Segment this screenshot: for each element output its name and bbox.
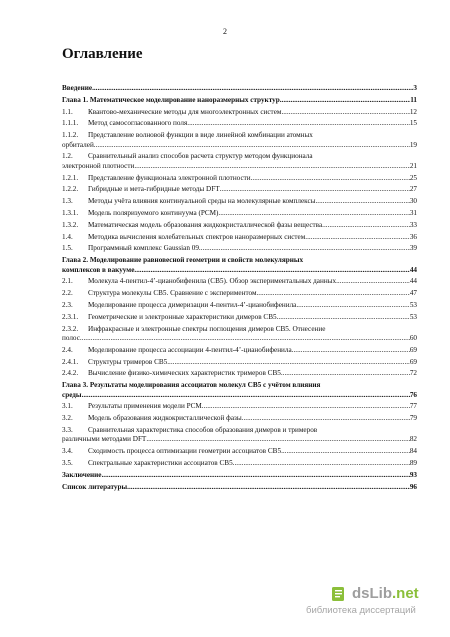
toc-entry-number: 1.2.1. xyxy=(62,173,79,182)
toc-leader-dots xyxy=(82,391,410,400)
toc-entry-text: Методика вычисления колебательных спектров наноразмерных систем xyxy=(88,232,306,241)
toc-entry-page: 19 xyxy=(409,140,417,149)
toc-entry-number: 1.2.2. xyxy=(62,185,79,194)
toc-entry-text: Список литературы xyxy=(62,482,128,491)
toc-leader-dots xyxy=(146,435,409,444)
toc-leader-dots xyxy=(187,119,410,128)
toc-entry-text: Математическая модель образования жидкокристаллической фазы вещества xyxy=(88,220,323,229)
toc-entry xyxy=(62,301,417,310)
toc-entry xyxy=(62,108,417,117)
toc-entry-page: 12 xyxy=(409,107,417,116)
toc-leader-dots xyxy=(233,459,410,468)
toc-entry-text: Структуры тримеров CB5 xyxy=(88,357,168,366)
toc-entry xyxy=(62,459,417,468)
toc-entry-number: 2.2. xyxy=(62,289,73,298)
toc-entry-number: 2.4. xyxy=(62,345,73,354)
toc-entry-text: Инфракрасные и электронные спектры поглощения димеров CB5. Отнесение xyxy=(88,324,326,333)
toc-entry-page: 53 xyxy=(409,300,417,309)
toc-entry-page: 39 xyxy=(409,244,417,253)
toc-entry-number: 1.3. xyxy=(62,197,73,206)
toc-entry-text: Сравнительная характеристика способов образования димеров и тримеров xyxy=(88,425,318,434)
toc-entry-text: Представление функционала электронной плотности xyxy=(88,173,251,182)
toc-leader-dots xyxy=(296,301,409,310)
toc-entry-page: 30 xyxy=(409,197,417,206)
toc-entry xyxy=(62,256,417,275)
toc-leader-dots xyxy=(336,277,410,286)
toc-entry-text: Представление волновой функции в виде линейной комбинации атомных xyxy=(88,131,313,140)
toc-entry-page: 36 xyxy=(409,232,417,241)
toc-entry-number: 3.4. xyxy=(62,447,73,456)
toc-entry xyxy=(62,313,417,322)
toc-entry-page: 21 xyxy=(409,161,417,170)
toc-leader-dots xyxy=(94,141,410,150)
toc-leader-dots xyxy=(322,221,410,230)
toc-leader-dots xyxy=(251,174,410,183)
toc-entry-text: Геометрические и электронные характеристики димеров CB5 xyxy=(88,312,277,321)
toc-entry xyxy=(62,96,417,105)
toc-entry-text: Квантово-механические методы для многоэлектронных систем xyxy=(88,107,282,116)
toc-entry-number: 2.3.1. xyxy=(62,312,79,321)
toc-leader-dots xyxy=(242,414,410,423)
toc-entry-page: 3 xyxy=(413,84,417,92)
toc-entry xyxy=(62,447,417,456)
toc-entry-number: 2.4.1. xyxy=(62,357,79,366)
toc-entry-number: 3.3. xyxy=(62,425,73,434)
toc-entry xyxy=(62,483,417,492)
toc-entry xyxy=(62,381,417,400)
toc-leader-dots xyxy=(257,289,410,298)
toc-entry-number: 3.2. xyxy=(62,414,73,423)
toc-entry-text-continued: различными методами DFT xyxy=(62,435,147,444)
toc-entry-page: 89 xyxy=(409,458,417,467)
toc-entry-page: 72 xyxy=(409,369,417,378)
toc-entry-page: 60 xyxy=(409,333,417,342)
toc-leader-dots xyxy=(102,471,410,480)
toc-entry-page: 76 xyxy=(409,390,417,399)
toc-entry-text: Программный комплекс Gaussian 09 xyxy=(88,244,199,253)
toc-entry xyxy=(62,289,417,298)
toc-entry xyxy=(62,221,417,230)
toc-entry-page: 96 xyxy=(409,482,417,491)
doc-icon xyxy=(330,585,348,603)
toc-entry-page: 44 xyxy=(409,265,417,274)
page-number: 2 xyxy=(223,27,227,36)
toc-entry xyxy=(62,131,417,150)
toc-leader-dots xyxy=(167,358,410,367)
table-of-contents xyxy=(62,84,417,494)
toc-leader-dots xyxy=(134,162,409,171)
toc-entry-text: Метод самосогласованного поля xyxy=(88,119,188,128)
toc-entry-text: Моделирование процесса димеризации 4-пентил-4’-цианобифенила xyxy=(88,300,297,309)
watermark-subtitle: библиотека диссертаций xyxy=(306,605,416,616)
toc-entry-text: Глава 3. Результаты моделирования ассоциатов молекул CB5 с учётом влияния xyxy=(62,381,321,390)
toc-entry-page: 11 xyxy=(410,95,417,104)
toc-entry xyxy=(62,369,417,378)
toc-entry-number: 3.5. xyxy=(62,458,73,467)
toc-entry-page: 31 xyxy=(409,208,417,217)
toc-entry-page: 47 xyxy=(409,289,417,298)
toc-leader-dots xyxy=(281,447,410,456)
toc-entry-text: Глава 1. Математическое моделирование наноразмерных структур xyxy=(62,95,280,104)
toc-entry-text-continued: среды xyxy=(62,390,82,399)
toc-entry-text: Глава 2. Моделирование равновесной геометрии и свойств молекулярных xyxy=(62,256,304,265)
toc-entry-text: Моделирование процесса ассоциации 4-пентил-4’-цианобифенила xyxy=(88,345,292,354)
toc-entry-number: 1.3.2. xyxy=(62,220,79,229)
toc-entry-text: Молекула 4-пентил-4’-цианобифенила (CB5). Обзор экспериментальных данных xyxy=(88,277,337,286)
toc-entry-number: 1.2. xyxy=(62,152,73,161)
toc-leader-dots xyxy=(80,334,410,343)
toc-entry-page: 27 xyxy=(409,185,417,194)
toc-leader-dots xyxy=(305,233,410,242)
toc-entry xyxy=(62,119,417,128)
toc-entry-page: 53 xyxy=(409,312,417,321)
toc-entry-number: 1.1. xyxy=(62,107,73,116)
toc-entry-page: 93 xyxy=(409,470,417,479)
toc-entry xyxy=(62,197,417,206)
toc-entry-text-continued: комплексов в вакууме xyxy=(62,265,135,274)
toc-entry-text-continued: электронной плотности xyxy=(62,161,135,170)
toc-entry xyxy=(62,209,417,218)
watermark xyxy=(300,585,440,625)
toc-entry-text: Модель поляризуемого континуума (PCM) xyxy=(88,208,219,217)
toc-entry-text: Сходимость процесса оптимизации геометрии ассоциатов CB5 xyxy=(88,447,282,456)
toc-entry xyxy=(62,174,417,183)
toc-entry-text: Гибридные и мета-гибридные методы DFT xyxy=(88,185,220,194)
toc-entry-page: 84 xyxy=(409,447,417,456)
toc-entry-text: Сравнительный анализ способов расчета структур методом функционала xyxy=(88,152,313,161)
toc-entry-text: Результаты применения модели PCM xyxy=(88,402,202,411)
toc-entry-text-continued: орбиталей xyxy=(62,140,94,149)
toc-leader-dots xyxy=(281,369,410,378)
toc-leader-dots xyxy=(281,108,409,117)
toc-leader-dots xyxy=(292,346,410,355)
toc-leader-dots xyxy=(202,402,410,411)
toc-leader-dots xyxy=(92,84,413,93)
toc-leader-dots xyxy=(127,483,410,492)
toc-entry-page: 25 xyxy=(409,173,417,182)
toc-entry-page: 69 xyxy=(409,357,417,366)
toc-entry-page: 79 xyxy=(409,414,417,423)
toc-leader-dots xyxy=(280,96,410,105)
toc-leader-dots xyxy=(277,313,410,322)
toc-leader-dots xyxy=(220,185,410,194)
toc-entry xyxy=(62,233,417,242)
toc-leader-dots xyxy=(315,197,409,206)
toc-leader-dots xyxy=(218,209,409,218)
toc-entry xyxy=(62,185,417,194)
toc-entry-page: 69 xyxy=(409,345,417,354)
watermark-logo: dsLib.net xyxy=(352,585,419,602)
toc-entry xyxy=(62,244,417,253)
toc-entry-number: 1.5. xyxy=(62,244,73,253)
toc-leader-dots xyxy=(199,244,410,253)
toc-entry-text: Методы учёта влияния континуальной среды на молекулярные комплексы xyxy=(88,197,316,206)
toc-leader-dots xyxy=(134,266,409,275)
toc-entry-number: 3.1. xyxy=(62,402,73,411)
toc-entry xyxy=(62,346,417,355)
toc-entry-number: 2.4.2. xyxy=(62,369,79,378)
toc-entry xyxy=(62,402,417,411)
toc-entry xyxy=(62,325,417,344)
toc-entry xyxy=(62,84,417,93)
toc-entry-page: 82 xyxy=(409,435,417,444)
toc-entry-page: 33 xyxy=(409,220,417,229)
toc-entry-number: 1.4. xyxy=(62,232,73,241)
toc-entry-number: 1.1.1. xyxy=(62,119,79,128)
toc-entry-page: 44 xyxy=(409,277,417,286)
toc-entry xyxy=(62,426,417,445)
toc-entry xyxy=(62,414,417,423)
toc-entry xyxy=(62,471,417,480)
toc-entry-text: Спектральные характеристики ассоциатов CB5 xyxy=(88,458,233,467)
toc-entry-text: Заключение xyxy=(62,470,102,479)
toc-entry xyxy=(62,358,417,367)
toc-entry-text: Структура молекулы CB5. Сравнение с экспериментом xyxy=(88,289,257,298)
toc-entry-text: Вычисление физико-химических характеристик тримеров CB5 xyxy=(88,369,281,378)
toc-entry-number: 1.3.1. xyxy=(62,208,79,217)
toc-entry-number: 1.1.2. xyxy=(62,131,79,140)
toc-entry-number: 2.3. xyxy=(62,300,73,309)
toc-entry-number: 2.3.2. xyxy=(62,324,79,333)
toc-entry-page: 15 xyxy=(409,119,417,128)
toc-entry-text-continued: полос xyxy=(62,333,80,342)
toc-entry-text: Введение xyxy=(62,84,93,92)
toc-entry-text: Модель образования жидкокристаллической фазы xyxy=(88,414,242,423)
toc-entry-number: 2.1. xyxy=(62,277,73,286)
toc-entry-page: 77 xyxy=(409,402,417,411)
toc-entry xyxy=(62,277,417,286)
toc-entry xyxy=(62,152,417,171)
page-title: Оглавление xyxy=(62,46,143,62)
